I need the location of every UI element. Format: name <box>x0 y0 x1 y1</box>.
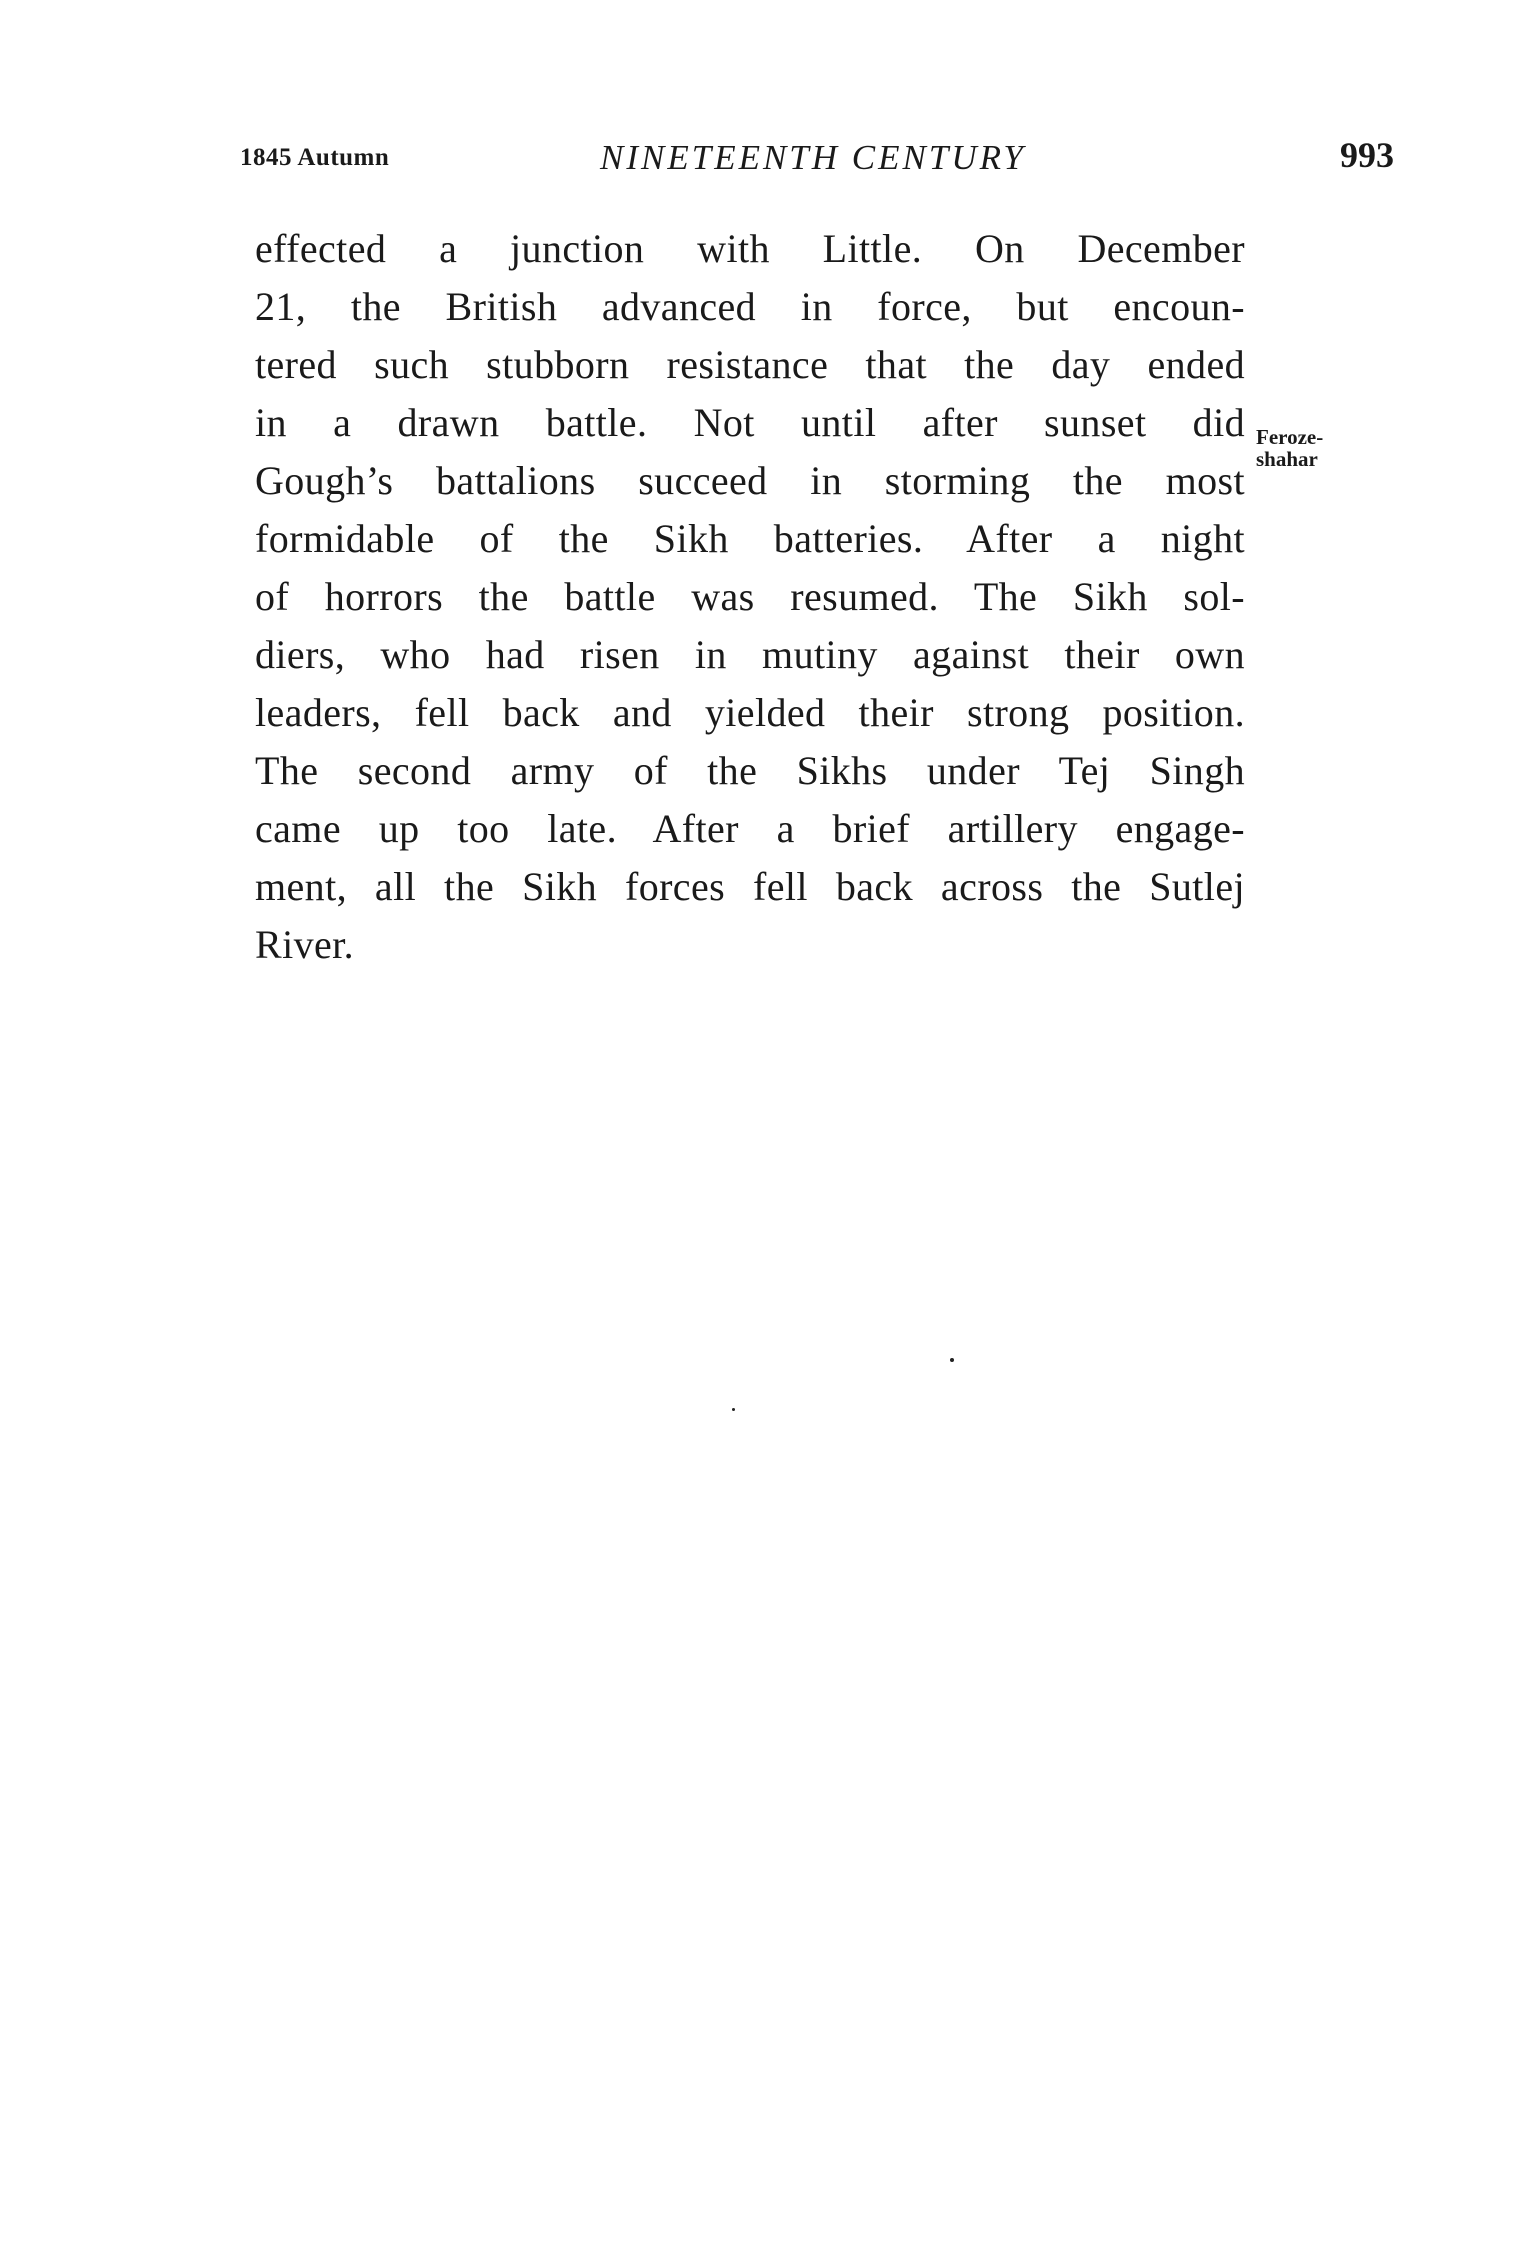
ink-speck <box>732 1408 735 1411</box>
text-line: leaders, fell back and yielded their strong position. <box>255 690 1245 735</box>
text-line: ment, all the Sikh forces fell back across the Sutlej <box>255 864 1245 909</box>
text-line: The second army of the Sikhs under Tej Singh <box>255 748 1245 793</box>
text-line: diers, who had risen in mutiny against their own <box>255 632 1245 677</box>
text-line: effected a junction with Little. On December <box>255 226 1245 271</box>
text-line: formidable of the Sikh batteries. After a night <box>255 516 1245 561</box>
body-paragraph <box>255 220 1245 974</box>
sidenote-line: Feroze- <box>1256 425 1324 449</box>
running-header <box>0 135 1538 188</box>
ink-speck <box>950 1358 954 1362</box>
text-line: came up too late. After a brief artillery engage- <box>255 806 1245 851</box>
page-number: 993 <box>1340 135 1394 175</box>
text-line: Gough’s battalions succeed in storming the most <box>255 458 1245 503</box>
text-line: 21, the British advanced in force, but encoun- <box>255 284 1245 329</box>
text-line: River. <box>255 922 355 967</box>
text-line: in a drawn battle. Not until after sunset did <box>255 400 1245 445</box>
header-title: NINETEENTH CENTURY <box>600 138 1026 177</box>
margin-sidenote <box>1256 426 1323 470</box>
text-line: of horrors the battle was resumed. The Sikh sol- <box>255 574 1245 619</box>
text-line: tered such stubborn resistance that the day ended <box>255 342 1245 387</box>
sidenote-line: shahar <box>1256 447 1318 471</box>
header-date: 1845 Autumn <box>240 144 390 171</box>
